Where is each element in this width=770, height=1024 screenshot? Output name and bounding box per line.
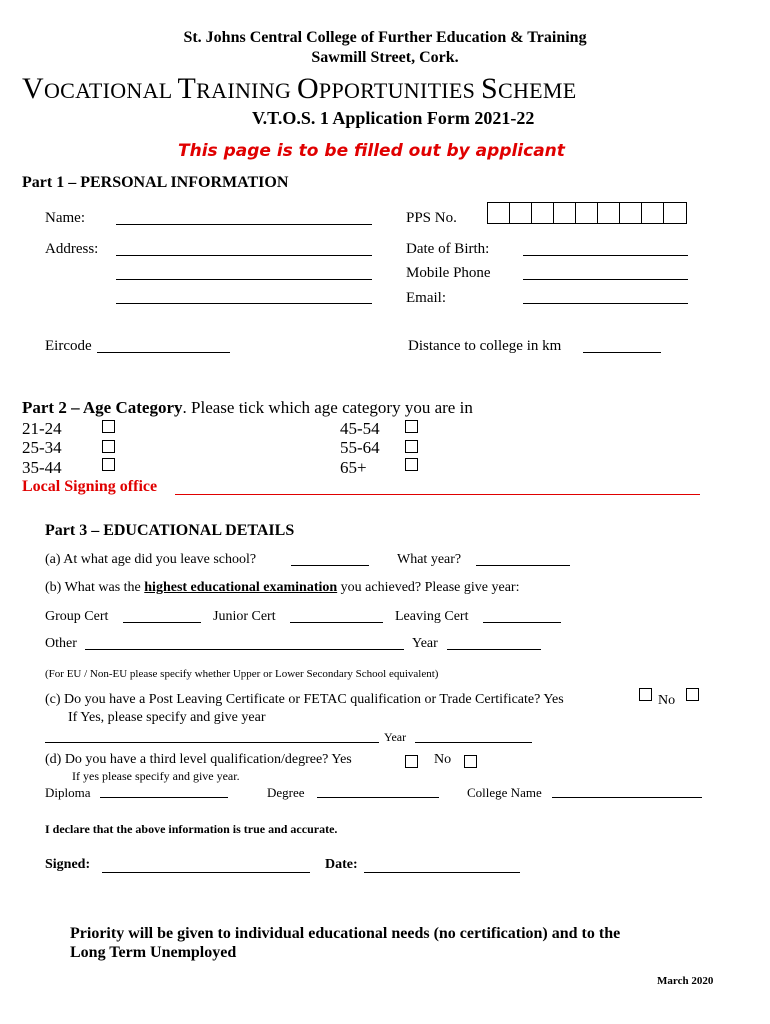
question-d-no-label: No (434, 752, 452, 767)
local-signing-office-field[interactable] (175, 478, 700, 495)
eu-note: (For EU / Non-EU please specify whether Upper or Lower Secondary School equivalent) (45, 668, 439, 680)
distance-field[interactable] (583, 338, 661, 353)
what-year-label: What year? (397, 552, 462, 567)
age-45-54: 45-54 (340, 419, 380, 438)
question-c-sub: If Yes, please specify and give year (68, 710, 266, 725)
junior-cert-field[interactable] (290, 609, 383, 623)
address-line-2[interactable] (116, 265, 372, 280)
question-d: (d) Do you have a third level qualification/degree? Yes (45, 752, 352, 767)
leaving-cert-field[interactable] (483, 609, 561, 623)
group-cert-field[interactable] (123, 609, 201, 623)
question-c-detail-field[interactable] (45, 729, 379, 743)
age-55-64-checkbox[interactable] (405, 440, 418, 453)
signature-field[interactable] (102, 857, 310, 873)
part2-heading: Part 2 – Age Category. Please tick which age category you are in (22, 398, 473, 417)
question-c-year-label: Year (384, 730, 407, 744)
other-year-field[interactable] (447, 636, 541, 650)
pps-label: PPS No. (406, 210, 457, 226)
email-label: Email: (406, 290, 446, 306)
question-d-no-checkbox[interactable] (464, 755, 477, 768)
date-label: Date: (325, 857, 358, 872)
group-cert-label: Group Cert (45, 609, 109, 624)
name-field[interactable] (116, 210, 372, 225)
question-d-sub: If yes please specify and give year. (72, 769, 240, 783)
dob-field[interactable] (523, 241, 688, 256)
question-b: (b) What was the highest educational examination you achieved? Please give year: (45, 580, 520, 595)
question-c-no-label: No (658, 693, 676, 708)
declaration-text: I declare that the above information is true and accurate. (45, 822, 338, 836)
dob-label: Date of Birth: (406, 241, 490, 257)
local-signing-office-label: Local Signing office (22, 478, 158, 495)
address-line-3[interactable] (116, 289, 372, 304)
age-45-54-checkbox[interactable] (405, 420, 418, 433)
diploma-label: Diploma (45, 785, 91, 800)
distance-label: Distance to college in km (408, 338, 562, 354)
college-name-field[interactable] (552, 784, 702, 798)
date-field[interactable] (364, 857, 520, 873)
mobile-label: Mobile Phone (406, 265, 491, 281)
leave-school-age-field[interactable] (291, 552, 369, 566)
age-55-64: 55-64 (340, 438, 380, 457)
question-c-year-field[interactable] (415, 729, 532, 743)
college-address: Sawmill Street, Cork. (311, 49, 459, 66)
degree-label: Degree (267, 785, 305, 800)
question-c: (c) Do you have a Post Leaving Certificate or FETAC qualification or Trade Certificate? Yes (45, 692, 564, 707)
college-name: St. Johns Central College of Further Education & Training (183, 29, 587, 46)
age-65-plus-checkbox[interactable] (405, 458, 418, 471)
applicant-notice: This page is to be filled out by applicant (178, 141, 565, 161)
signed-label: Signed: (45, 857, 91, 872)
address-label: Address: (45, 241, 99, 257)
other-year-label: Year (412, 636, 438, 651)
email-field[interactable] (523, 289, 688, 304)
age-25-34: 25-34 (22, 438, 62, 457)
age-21-24-checkbox[interactable] (102, 420, 115, 433)
question-c-no-checkbox[interactable] (686, 688, 699, 701)
name-label: Name: (45, 210, 85, 226)
diploma-field[interactable] (100, 784, 228, 798)
leaving-cert-label: Leaving Cert (395, 609, 469, 624)
other-field[interactable] (85, 636, 404, 650)
priority-note-line-2: Long Term Unemployed (70, 944, 237, 961)
footer-date: March 2020 (657, 975, 714, 987)
question-d-yes-checkbox[interactable] (405, 755, 418, 768)
junior-cert-label: Junior Cert (213, 609, 276, 624)
form-title: V.T.O.S. 1 Application Form 2021-22 (252, 108, 535, 128)
part1-heading: Part 1 – PERSONAL INFORMATION (22, 174, 289, 191)
age-25-34-checkbox[interactable] (102, 440, 115, 453)
part3-heading: Part 3 – EDUCATIONAL DETAILS (45, 522, 295, 539)
scheme-title: VOCATIONAL TRAINING OPPORTUNITIES SCHEME (22, 72, 577, 105)
degree-field[interactable] (317, 784, 439, 798)
age-35-44: 35-44 (22, 458, 62, 477)
age-35-44-checkbox[interactable] (102, 458, 115, 471)
eircode-label: Eircode (45, 338, 92, 354)
college-name-label: College Name (467, 785, 542, 800)
question-a: (a) At what age did you leave school? (45, 552, 257, 567)
mobile-field[interactable] (523, 265, 688, 280)
address-line-1[interactable] (116, 241, 372, 256)
pps-number-boxes[interactable] (487, 202, 687, 224)
what-year-field[interactable] (476, 552, 570, 566)
age-21-24: 21-24 (22, 419, 62, 438)
eircode-field[interactable] (97, 338, 230, 353)
age-65-plus: 65+ (340, 458, 367, 477)
priority-note-line-1: Priority will be given to individual educational needs (no certification) and to the (70, 925, 621, 942)
question-c-yes-checkbox[interactable] (639, 688, 652, 701)
other-label: Other (45, 636, 77, 651)
